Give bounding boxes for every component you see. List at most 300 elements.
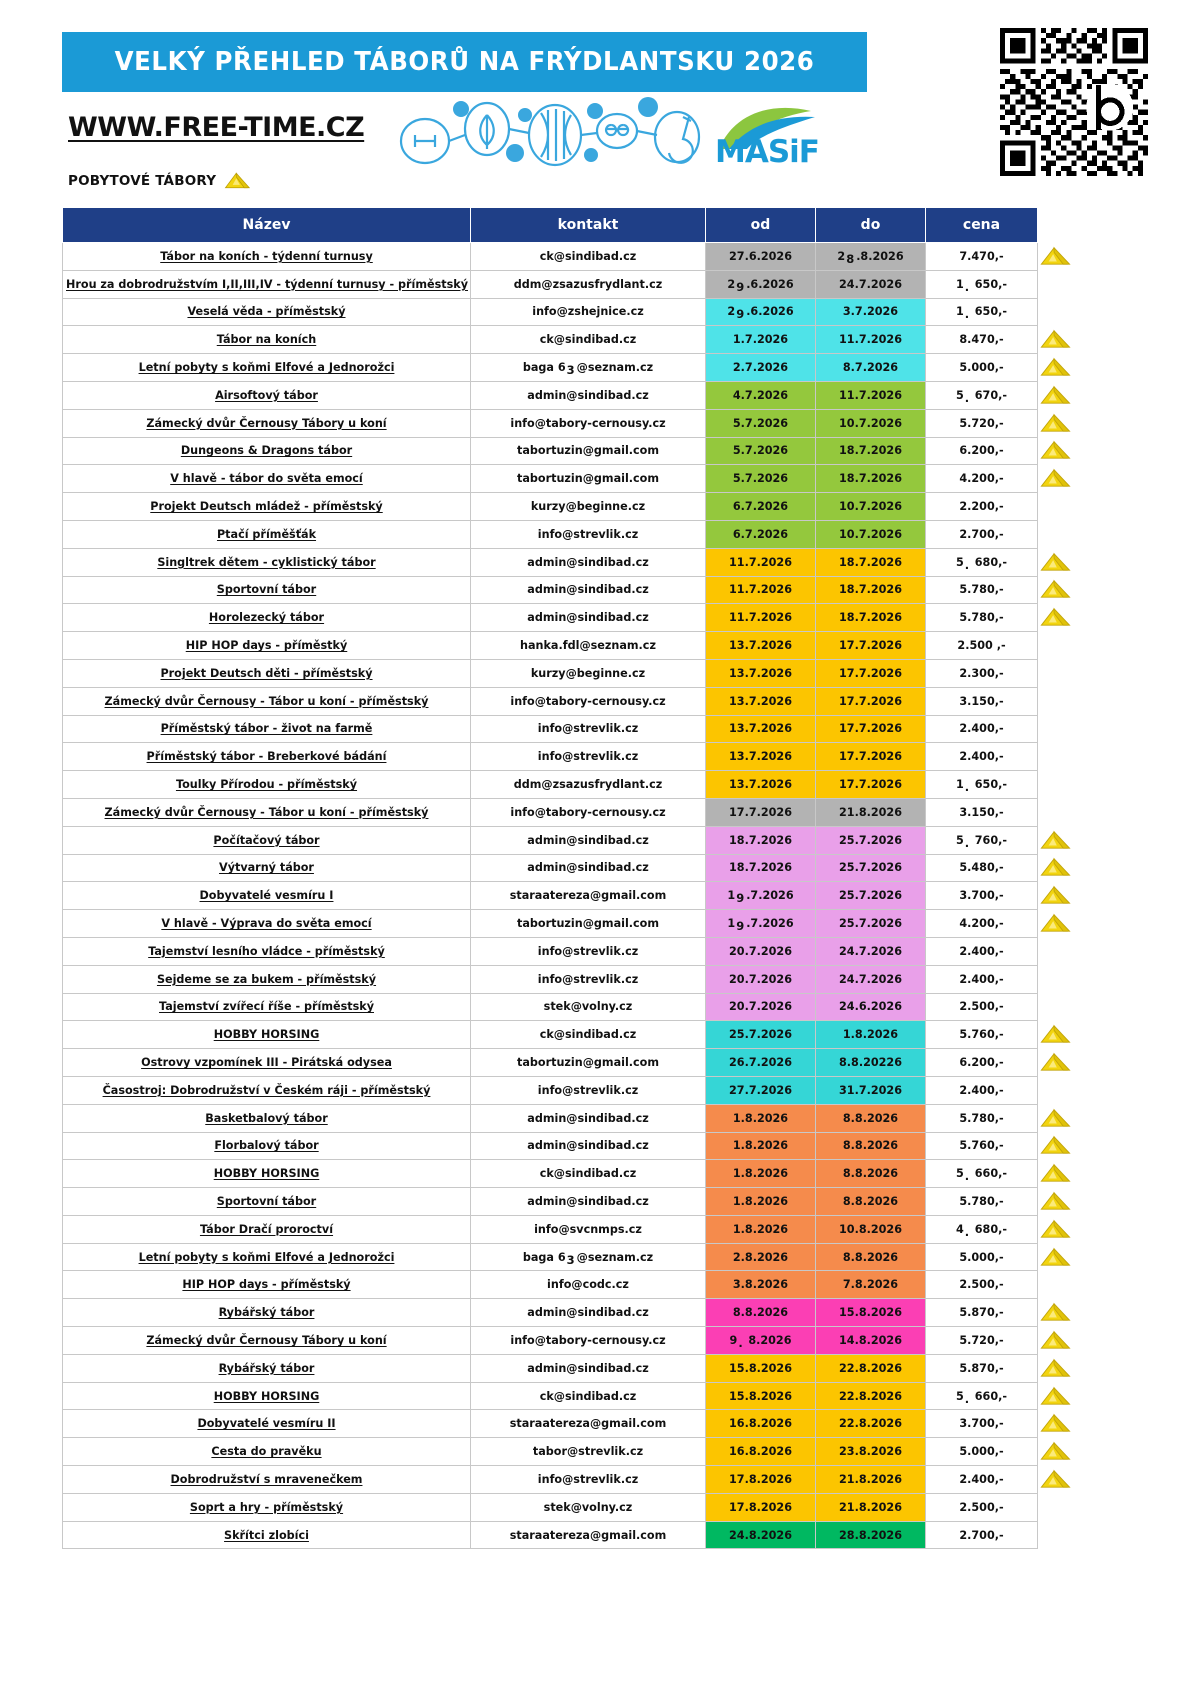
table-row[interactable] — [63, 437, 1038, 465]
camp-contact[interactable]: info@strevlik.cz — [471, 937, 706, 965]
tent-icon — [1037, 1326, 1097, 1354]
table-row[interactable] — [63, 826, 1038, 854]
camp-name-link[interactable]: Zámecký dvůr Černousy - Tábor u koní - příměstský — [63, 687, 471, 715]
table-row[interactable] — [63, 1299, 1038, 1327]
table-row[interactable] — [63, 1354, 1038, 1382]
website-link[interactable] — [68, 112, 364, 143]
camp-name-link[interactable]: Příměstský tábor - Breberkové bádání — [63, 743, 471, 771]
camp-contact[interactable]: info@codc.cz — [471, 1271, 706, 1299]
camp-date-from: 1 9 .7.2026 — [706, 882, 816, 910]
tent-icon — [1037, 437, 1097, 465]
camp-date-from: 20.7.2026 — [706, 965, 816, 993]
tent-icon-empty — [1037, 715, 1097, 743]
table-row[interactable] — [63, 1466, 1038, 1494]
tent-icon — [1037, 1132, 1097, 1160]
tent-icon-empty — [1037, 1493, 1097, 1521]
camp-price: 5.870,- — [926, 1354, 1038, 1382]
table-row[interactable] — [63, 965, 1038, 993]
camp-contact[interactable]: ddm@zsazusfrydlant.cz — [471, 771, 706, 799]
camp-name-link[interactable]: Příměstský tábor - život na farmě — [63, 715, 471, 743]
camp-contact[interactable]: tabortuzin@gmail.com — [471, 1049, 706, 1077]
camp-date-to: 8.7.2026 — [816, 354, 926, 382]
camp-price: 3.150,- — [926, 687, 1038, 715]
camp-name-link[interactable]: Výtvarný tábor — [63, 854, 471, 882]
table-row[interactable] — [63, 1132, 1038, 1160]
camp-date-from: 24.8.2026 — [706, 1521, 816, 1549]
camp-name-link[interactable]: Hrou za dobrodružstvím I,II,III,IV - týdenní turnusy - příměstský — [63, 270, 471, 298]
camp-name-link[interactable]: Florbalový tábor — [63, 1132, 471, 1160]
camp-contact[interactable]: kurzy@beginne.cz — [471, 493, 706, 521]
camp-name-link[interactable]: Projekt Deutsch děti - příměstský — [63, 659, 471, 687]
table-row[interactable] — [63, 993, 1038, 1021]
tent-icon — [1037, 1409, 1097, 1437]
camp-contact[interactable]: admin@sindibad.cz — [471, 1132, 706, 1160]
tent-icon — [1037, 1243, 1097, 1271]
camp-date-from: 16.8.2026 — [706, 1438, 816, 1466]
camp-price: 5.000,- — [926, 354, 1038, 382]
camp-price: 5 . 660,- — [926, 1160, 1038, 1188]
table-row[interactable] — [63, 1188, 1038, 1216]
camps-table-body — [63, 243, 1038, 1549]
table-row[interactable] — [63, 854, 1038, 882]
camp-date-to: 10.7.2026 — [816, 520, 926, 548]
camp-contact[interactable]: staraatereza@gmail.com — [471, 882, 706, 910]
camp-date-to: 15.8.2026 — [816, 1299, 926, 1327]
camp-name-link[interactable]: Rybářský tábor — [63, 1354, 471, 1382]
camp-name-link[interactable]: Ptačí příměšťák — [63, 520, 471, 548]
camp-name-link[interactable]: Tábor na koních - týdenní turnusy — [63, 243, 471, 271]
camp-date-to: 18.7.2026 — [816, 437, 926, 465]
camp-date-from: 18.7.2026 — [706, 826, 816, 854]
table-row[interactable] — [63, 659, 1038, 687]
camp-date-from: 17.8.2026 — [706, 1493, 816, 1521]
camp-name-link[interactable]: Veselá věda - příměstský — [63, 298, 471, 326]
camp-name-link[interactable]: Rybářský tábor — [63, 1299, 471, 1327]
camp-name-link[interactable]: Singltrek dětem - cyklistický tábor — [63, 548, 471, 576]
camp-price: 2.400,- — [926, 715, 1038, 743]
camp-price: 2.700,- — [926, 520, 1038, 548]
table-row[interactable] — [63, 576, 1038, 604]
table-row[interactable] — [63, 326, 1038, 354]
camp-contact[interactable]: hanka.fdl@seznam.cz — [471, 632, 706, 660]
table-row[interactable] — [63, 298, 1038, 326]
tent-icon-empty — [1037, 937, 1097, 965]
camp-contact[interactable]: info@strevlik.cz — [471, 965, 706, 993]
camp-date-to: 3.7.2026 — [816, 298, 926, 326]
camp-price: 1 . 650,- — [926, 771, 1038, 799]
qr-code-icon[interactable] — [1000, 28, 1148, 176]
table-row[interactable] — [63, 604, 1038, 632]
table-row[interactable] — [63, 882, 1038, 910]
camp-date-from: 13.7.2026 — [706, 632, 816, 660]
camp-contact[interactable]: admin@sindibad.cz — [471, 1188, 706, 1216]
camp-contact[interactable]: info@tabory-cernousy.cz — [471, 687, 706, 715]
camp-name-link[interactable]: HOBBY HORSING — [63, 1021, 471, 1049]
column-header-contact[interactable]: kontakt — [471, 208, 706, 243]
camp-date-from: 18.7.2026 — [706, 854, 816, 882]
tent-icon — [1037, 1048, 1097, 1076]
table-row[interactable] — [63, 910, 1038, 938]
camp-date-from: 27.7.2026 — [706, 1076, 816, 1104]
camp-price: 2.300,- — [926, 659, 1038, 687]
camp-date-from: 20.7.2026 — [706, 937, 816, 965]
camp-date-from: 3.8.2026 — [706, 1271, 816, 1299]
camp-price: 6.200,- — [926, 437, 1038, 465]
camp-contact[interactable]: kurzy@beginne.cz — [471, 659, 706, 687]
camp-date-from: 9 . 8.2026 — [706, 1327, 816, 1355]
camp-contact[interactable]: info@strevlik.cz — [471, 1076, 706, 1104]
table-row[interactable] — [63, 798, 1038, 826]
tent-icon-empty — [1037, 742, 1097, 770]
camp-name-link[interactable]: Časostroj: Dobrodružství v Českém ráji - příměstský — [63, 1076, 471, 1104]
tent-icon-empty — [1037, 993, 1097, 1021]
camp-name-link[interactable]: Toulky Přírodou - příměstský — [63, 771, 471, 799]
camp-date-to: 8.8.2026 — [816, 1104, 926, 1132]
table-row[interactable] — [63, 1521, 1038, 1549]
camp-contact[interactable]: info@tabory-cernousy.cz — [471, 798, 706, 826]
tent-icon-empty — [1037, 798, 1097, 826]
tent-icon — [1037, 381, 1097, 409]
camp-date-to: 25.7.2026 — [816, 854, 926, 882]
camp-date-from: 17.7.2026 — [706, 798, 816, 826]
camp-name-link[interactable]: Airsoftový tábor — [63, 381, 471, 409]
camp-contact[interactable]: baga 6 3 @seznam.cz — [471, 354, 706, 382]
camp-price: 2.500,- — [926, 993, 1038, 1021]
camp-contact[interactable]: tabor@strevlik.cz — [471, 1438, 706, 1466]
title-banner — [62, 32, 867, 92]
camp-price: 5.760,- — [926, 1132, 1038, 1160]
camp-date-to: 17.7.2026 — [816, 632, 926, 660]
camp-date-to: 21.8.2026 — [816, 1493, 926, 1521]
camp-date-to: 10.7.2026 — [816, 493, 926, 521]
camp-price: 5 . 760,- — [926, 826, 1038, 854]
poster-header — [0, 0, 1200, 200]
camp-contact[interactable]: tabortuzin@gmail.com — [471, 437, 706, 465]
camp-date-to: 18.7.2026 — [816, 548, 926, 576]
camp-date-from: 1.8.2026 — [706, 1188, 816, 1216]
table-row[interactable] — [63, 1410, 1038, 1438]
camp-date-from: 5.7.2026 — [706, 437, 816, 465]
camp-date-to: 8.8.2026 — [816, 1132, 926, 1160]
website-url-text: WWW.FREE-TIME.CZ — [68, 112, 365, 143]
camp-price: 5.780,- — [926, 1188, 1038, 1216]
camp-contact[interactable]: admin@sindibad.cz — [471, 1299, 706, 1327]
table-row[interactable] — [63, 1076, 1038, 1104]
table-row[interactable] — [63, 1382, 1038, 1410]
camp-name-link[interactable]: Horolezecký tábor — [63, 604, 471, 632]
camp-date-to: 8.8.2026 — [816, 1160, 926, 1188]
camp-contact[interactable]: admin@sindibad.cz — [471, 604, 706, 632]
camp-contact[interactable]: info@zshejnice.cz — [471, 298, 706, 326]
table-row[interactable] — [63, 409, 1038, 437]
camp-contact[interactable]: ck@sindibad.cz — [471, 243, 706, 271]
column-header-from[interactable]: od — [706, 208, 816, 243]
tent-icon-empty — [1037, 1076, 1097, 1104]
tent-icon-empty — [1037, 270, 1097, 298]
camp-contact[interactable]: admin@sindibad.cz — [471, 854, 706, 882]
camp-date-from: 13.7.2026 — [706, 771, 816, 799]
camp-date-to: 22.8.2026 — [816, 1410, 926, 1438]
camp-date-to: 10.7.2026 — [816, 409, 926, 437]
camp-date-to: 28.8.2026 — [816, 1521, 926, 1549]
camp-date-to: 24.7.2026 — [816, 965, 926, 993]
camp-name-link[interactable]: Dobrodružství s mravenečkem — [63, 1466, 471, 1494]
camp-name-link[interactable]: Letní pobyty s koňmi Elfové a Jednorožci — [63, 1243, 471, 1271]
column-header-name[interactable]: Název — [63, 208, 471, 243]
camp-name-link[interactable]: Tajemství zvířecí říše - příměstský — [63, 993, 471, 1021]
camp-contact[interactable]: info@strevlik.cz — [471, 715, 706, 743]
camp-contact[interactable]: admin@sindibad.cz — [471, 381, 706, 409]
table-row[interactable] — [63, 771, 1038, 799]
camp-contact[interactable]: ck@sindibad.cz — [471, 326, 706, 354]
camp-name-link[interactable]: V hlavě - tábor do světa emocí — [63, 465, 471, 493]
camp-price: 1 . 650,- — [926, 298, 1038, 326]
camp-price: 5 . 660,- — [926, 1382, 1038, 1410]
tent-indicator-column — [1037, 242, 1097, 1548]
camp-contact[interactable]: baga 6 3 @seznam.cz — [471, 1243, 706, 1271]
camp-price: 2.500,- — [926, 1271, 1038, 1299]
camp-date-to: 24.7.2026 — [816, 270, 926, 298]
camp-price: 5 . 680,- — [926, 548, 1038, 576]
camp-price: 5.720,- — [926, 409, 1038, 437]
column-header-to[interactable]: do — [816, 208, 926, 243]
camp-date-to: 7.8.2026 — [816, 1271, 926, 1299]
camp-date-from: 4.7.2026 — [706, 381, 816, 409]
camp-date-to: 21.8.2026 — [816, 798, 926, 826]
camp-price: 2.400,- — [926, 965, 1038, 993]
camp-date-to: 23.8.2026 — [816, 1438, 926, 1466]
camp-contact[interactable]: info@svcnmps.cz — [471, 1215, 706, 1243]
table-row[interactable] — [63, 270, 1038, 298]
camp-price: 3.700,- — [926, 1410, 1038, 1438]
camp-name-link[interactable]: Tábor na koních — [63, 326, 471, 354]
camp-date-from: 1.7.2026 — [706, 326, 816, 354]
table-row[interactable] — [63, 548, 1038, 576]
tent-icon — [1037, 603, 1097, 631]
camp-name-link[interactable]: Cesta do pravěku — [63, 1438, 471, 1466]
camp-contact[interactable]: tabortuzin@gmail.com — [471, 910, 706, 938]
camp-contact[interactable]: admin@sindibad.cz — [471, 1104, 706, 1132]
camp-price: 5.000,- — [926, 1243, 1038, 1271]
table-row[interactable] — [63, 465, 1038, 493]
masif-logo — [715, 105, 830, 170]
camp-name-link[interactable]: Zámecký dvůr Černousy Tábory u koní — [63, 1327, 471, 1355]
tent-icon-empty — [1037, 520, 1097, 548]
camp-date-to: 11.7.2026 — [816, 381, 926, 409]
table-row[interactable] — [63, 1271, 1038, 1299]
camp-date-to: 18.7.2026 — [816, 465, 926, 493]
camp-date-from: 15.8.2026 — [706, 1354, 816, 1382]
table-row[interactable] — [63, 632, 1038, 660]
camp-date-from: 27.6.2026 — [706, 243, 816, 271]
section-label: POBYTOVÉ TÁBORY — [68, 172, 217, 189]
camp-contact[interactable]: admin@sindibad.cz — [471, 826, 706, 854]
camp-date-to: 2 8 .8.2026 — [816, 243, 926, 271]
camp-price: 2.400,- — [926, 1076, 1038, 1104]
camp-name-link[interactable]: Ostrovy vzpomínek III - Pirátská odysea — [63, 1049, 471, 1077]
table-row[interactable] — [63, 493, 1038, 521]
tent-icon — [1037, 1159, 1097, 1187]
camp-date-from: 6.7.2026 — [706, 520, 816, 548]
camp-date-to: 18.7.2026 — [816, 604, 926, 632]
camp-date-to: 8.8.2026 — [816, 1243, 926, 1271]
camp-name-link[interactable]: V hlavě - Výprava do světa emocí — [63, 910, 471, 938]
camp-date-to: 17.7.2026 — [816, 715, 926, 743]
camp-name-link[interactable]: Skřítci zlobíci — [63, 1521, 471, 1549]
camp-name-link[interactable]: Dungeons & Dragons tábor — [63, 437, 471, 465]
camp-price: 2.700,- — [926, 1521, 1038, 1549]
camp-name-link[interactable]: Projekt Deutsch mládež - příměstský — [63, 493, 471, 521]
camp-contact[interactable]: staraatereza@gmail.com — [471, 1410, 706, 1438]
table-row[interactable] — [63, 687, 1038, 715]
tent-icon-empty — [1037, 631, 1097, 659]
camp-name-link[interactable]: Letní pobyty s koňmi Elfové a Jednorožci — [63, 354, 471, 382]
table-row[interactable] — [63, 937, 1038, 965]
camp-name-link[interactable]: Dobyvatelé vesmíru II — [63, 1410, 471, 1438]
section-label-row — [68, 172, 250, 189]
camp-price: 5.870,- — [926, 1299, 1038, 1327]
camp-date-to: 25.7.2026 — [816, 826, 926, 854]
camp-date-to: 24.6.2026 — [816, 993, 926, 1021]
camp-price: 5.720,- — [926, 1327, 1038, 1355]
camp-date-from: 11.7.2026 — [706, 548, 816, 576]
camp-date-to: 25.7.2026 — [816, 882, 926, 910]
camp-date-to: 14.8.2026 — [816, 1327, 926, 1355]
table-row[interactable] — [63, 354, 1038, 382]
tent-icon — [1037, 409, 1097, 437]
tent-icon — [1037, 1187, 1097, 1215]
tent-icon — [1037, 881, 1097, 909]
camp-date-from: 1 9 .7.2026 — [706, 910, 816, 938]
camp-price: 5.000,- — [926, 1438, 1038, 1466]
camp-contact[interactable]: info@strevlik.cz — [471, 1466, 706, 1494]
table-header-row — [63, 208, 1038, 243]
camp-contact[interactable]: info@tabory-cernousy.cz — [471, 409, 706, 437]
camp-name-link[interactable]: Sejdeme se za bukem - příměstský — [63, 965, 471, 993]
table-row[interactable] — [63, 1215, 1038, 1243]
camp-price: 4.200,- — [926, 910, 1038, 938]
camps-table — [62, 207, 1038, 1549]
tent-icon-empty — [1037, 1521, 1097, 1549]
camp-date-from: 2 9 .6.2026 — [706, 298, 816, 326]
camp-price: 3.150,- — [926, 798, 1038, 826]
camp-price: 4.200,- — [926, 465, 1038, 493]
camp-contact[interactable]: staraatereza@gmail.com — [471, 1521, 706, 1549]
table-row[interactable] — [63, 1049, 1038, 1077]
camp-price: 5.760,- — [926, 1021, 1038, 1049]
camp-date-to: 17.7.2026 — [816, 771, 926, 799]
table-row[interactable] — [63, 1160, 1038, 1188]
camp-name-link[interactable]: HIP HOP days - příměstský — [63, 1271, 471, 1299]
camp-price: 2.200,- — [926, 493, 1038, 521]
camp-price: 2.400,- — [926, 743, 1038, 771]
camp-name-link[interactable]: Tajemství lesního vládce - příměstský — [63, 937, 471, 965]
camp-contact[interactable]: ck@sindibad.cz — [471, 1021, 706, 1049]
camp-name-link[interactable]: Tábor Dračí proroctví — [63, 1215, 471, 1243]
camp-date-from: 2.7.2026 — [706, 354, 816, 382]
camp-date-from: 26.7.2026 — [706, 1049, 816, 1077]
camp-price: 6.200,- — [926, 1049, 1038, 1077]
tent-icon-empty — [1037, 492, 1097, 520]
camp-contact[interactable]: stek@volny.cz — [471, 1493, 706, 1521]
camp-contact[interactable]: info@strevlik.cz — [471, 520, 706, 548]
table-row[interactable] — [63, 1104, 1038, 1132]
camp-name-link[interactable]: HIP HOP days - příměstký — [63, 632, 471, 660]
tent-icon — [1037, 1215, 1097, 1243]
table-row[interactable] — [63, 520, 1038, 548]
camp-name-link[interactable]: Dobyvatelé vesmíru I — [63, 882, 471, 910]
camp-contact[interactable]: admin@sindibad.cz — [471, 576, 706, 604]
table-row[interactable] — [63, 1493, 1038, 1521]
camp-name-link[interactable]: HOBBY HORSING — [63, 1382, 471, 1410]
table-row[interactable] — [63, 715, 1038, 743]
tent-icon — [1037, 1437, 1097, 1465]
camp-price: 5.780,- — [926, 1104, 1038, 1132]
camp-date-from: 13.7.2026 — [706, 743, 816, 771]
table-row[interactable] — [63, 1021, 1038, 1049]
table-row[interactable] — [63, 1243, 1038, 1271]
table-row[interactable] — [63, 1438, 1038, 1466]
table-row[interactable] — [63, 1327, 1038, 1355]
camp-date-from: 2 9 .6.2026 — [706, 270, 816, 298]
camp-contact[interactable]: stek@volny.cz — [471, 993, 706, 1021]
camp-price: 2.400,- — [926, 937, 1038, 965]
camp-date-to: 8.8.20226 — [816, 1049, 926, 1077]
camp-date-to: 31.7.2026 — [816, 1076, 926, 1104]
table-row[interactable] — [63, 243, 1038, 271]
camp-contact[interactable]: info@tabory-cernousy.cz — [471, 1327, 706, 1355]
tent-icon — [1037, 548, 1097, 576]
camp-contact[interactable]: tabortuzin@gmail.com — [471, 465, 706, 493]
camp-price: 3.700,- — [926, 882, 1038, 910]
camp-contact[interactable]: ddm@zsazusfrydlant.cz — [471, 270, 706, 298]
camp-date-to: 25.7.2026 — [816, 910, 926, 938]
camp-date-to: 11.7.2026 — [816, 326, 926, 354]
camp-contact[interactable]: info@strevlik.cz — [471, 743, 706, 771]
table-row[interactable] — [63, 743, 1038, 771]
camp-date-from: 1.8.2026 — [706, 1132, 816, 1160]
camp-date-from: 17.8.2026 — [706, 1466, 816, 1494]
tent-icon — [1037, 909, 1097, 937]
camp-price: 1 . 650,- — [926, 270, 1038, 298]
column-header-price[interactable]: cena — [926, 208, 1038, 243]
tent-icon — [1037, 854, 1097, 882]
tent-icon — [1037, 325, 1097, 353]
camp-date-from: 11.7.2026 — [706, 604, 816, 632]
camp-name-link[interactable]: Soprt a hry - příměstský — [63, 1493, 471, 1521]
camp-name-link[interactable]: Basketbalový tábor — [63, 1104, 471, 1132]
camp-name-link[interactable]: Zámecký dvůr Černousy - Tábor u koní - příměstský — [63, 798, 471, 826]
camp-contact[interactable]: admin@sindibad.cz — [471, 1354, 706, 1382]
camp-date-from: 13.7.2026 — [706, 715, 816, 743]
camp-price: 5 . 670,- — [926, 381, 1038, 409]
camp-name-link[interactable]: Sportovní tábor — [63, 576, 471, 604]
table-row[interactable] — [63, 381, 1038, 409]
camp-contact[interactable]: ck@sindibad.cz — [471, 1160, 706, 1188]
camps-table-container — [62, 207, 1142, 1549]
camp-price: 8.470,- — [926, 326, 1038, 354]
camp-name-link[interactable]: HOBBY HORSING — [63, 1160, 471, 1188]
camp-date-from: 25.7.2026 — [706, 1021, 816, 1049]
tent-icon-empty — [1037, 298, 1097, 326]
camp-date-from: 6.7.2026 — [706, 493, 816, 521]
camp-name-link[interactable]: Počítačový tábor — [63, 826, 471, 854]
camp-name-link[interactable]: Sportovní tábor — [63, 1188, 471, 1216]
camp-name-link[interactable]: Zámecký dvůr Černousy Tábory u koní — [63, 409, 471, 437]
camp-contact[interactable]: ck@sindibad.cz — [471, 1382, 706, 1410]
camp-date-to: 18.7.2026 — [816, 576, 926, 604]
camp-contact[interactable]: admin@sindibad.cz — [471, 548, 706, 576]
